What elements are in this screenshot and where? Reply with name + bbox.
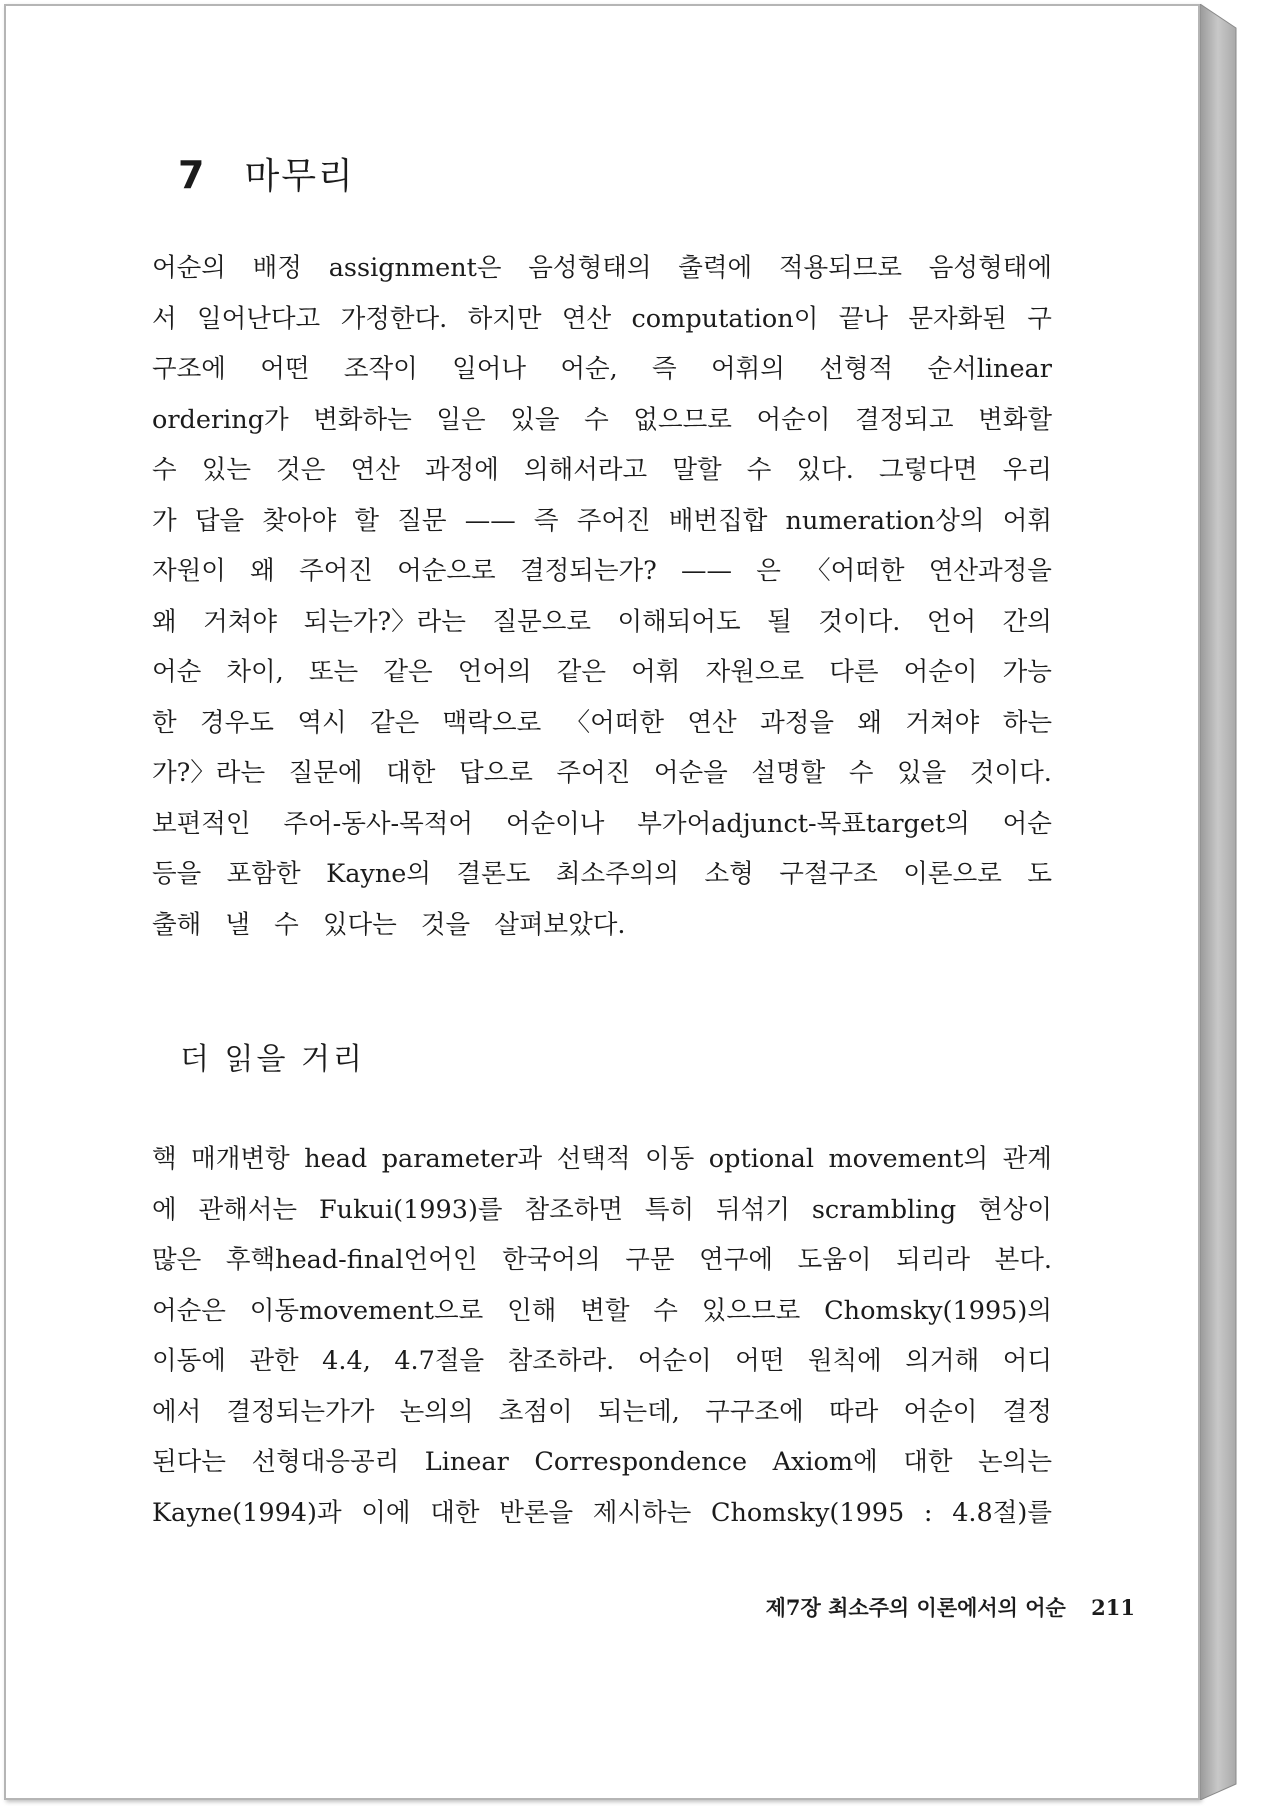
text-line: 핵 매개변항 head parameter과 선택적 이동 optional movement의 관계 [152, 1144, 1052, 1174]
page-edge-shadow [1200, 4, 1240, 1800]
text-line: 자원이 왜 주어진 어순으로 결정되는가? —— 은 〈어떠한 연산과정을 [152, 556, 1052, 586]
text-line: 이동에 관한 4.4, 4.7절을 참조하라. 어순이 어떤 원칙에 의거해 어디 [152, 1346, 1052, 1376]
text-line: 에 관해서는 Fukui(1993)를 참조하면 특히 뒤섞기 scrambling 현상이 [152, 1194, 1052, 1225]
text-line: 보편적인 주어-동사-목적어 어순이나 부가어adjunct-목표target의 어순 [152, 808, 1052, 839]
text-line: 등을 포함한 Kayne의 결론도 최소주의의 소형 구절구조 이론으로 도 [152, 859, 1052, 889]
page-number: 211 [1091, 1595, 1135, 1620]
text-line: 어순의 배정 assignment은 음성형태의 출력에 적용되므로 음성형태에 [152, 253, 1052, 283]
text-line: 수 있는 것은 연산 과정에 의해서라고 말할 수 있다. 그렇다면 우리 [152, 455, 1052, 485]
running-footer [766, 1592, 1135, 1622]
text-line: 가?〉라는 질문에 대한 답으로 주어진 어순을 설명할 수 있을 것이다. [152, 758, 1052, 788]
further-reading-paragraph [152, 1134, 1052, 1538]
text-line: 어순은 이동movement으로 인해 변할 수 있으므로 Chomsky(1995)의 [152, 1295, 1052, 1326]
text-line: 에서 결정되는가가 논의의 초점이 되는데, 구구조에 따라 어순이 결정 [152, 1396, 1052, 1427]
section-title: 마무리 [244, 156, 355, 197]
text-line: ordering가 변화하는 일은 있을 수 없으므로 어순이 결정되고 변화할 [152, 404, 1052, 435]
text-line: 왜 거쳐야 되는가?〉라는 질문으로 이해되어도 될 것이다. 언어 간의 [152, 606, 1052, 637]
text-line: 가 답을 찾아야 할 질문 —— 즉 주어진 배번집합 numeration상의 어휘 [152, 505, 1052, 536]
section-number: 7 [178, 153, 205, 197]
section-heading [178, 148, 355, 199]
text-line: 된다는 선형대응공리 Linear Correspondence Axiom에 대한 논의는 [152, 1447, 1052, 1477]
text-line: Kayne(1994)과 이에 대한 반론을 제시하는 Chomsky(1995 : 4.8절)를 [152, 1497, 1052, 1528]
main-paragraph [152, 243, 1052, 950]
text-line: 서 일어난다고 가정한다. 하지만 연산 computation이 끝나 문자화된 구 [152, 303, 1052, 334]
text-line: 많은 후핵head-final언어인 한국어의 구문 연구에 도움이 되리라 본다. [152, 1245, 1052, 1275]
text-line: 한 경우도 역시 같은 맥락으로 〈어떠한 연산 과정을 왜 거쳐야 하는 [152, 707, 1052, 738]
further-reading-heading: 더 읽을 거리 [180, 1042, 365, 1077]
footer-chapter-label: 제7장 최소주의 이론에서의 어순 [765, 1595, 1066, 1620]
text-line: 구조에 어떤 조작이 일어나 어순, 즉 어휘의 선형적 순서linear [152, 354, 1052, 384]
text-line: 어순 차이, 또는 같은 언어의 같은 어휘 자원으로 다른 어순이 가능 [152, 657, 1052, 687]
text-line: 출해 낼 수 있다는 것을 살펴보았다. [152, 909, 626, 940]
